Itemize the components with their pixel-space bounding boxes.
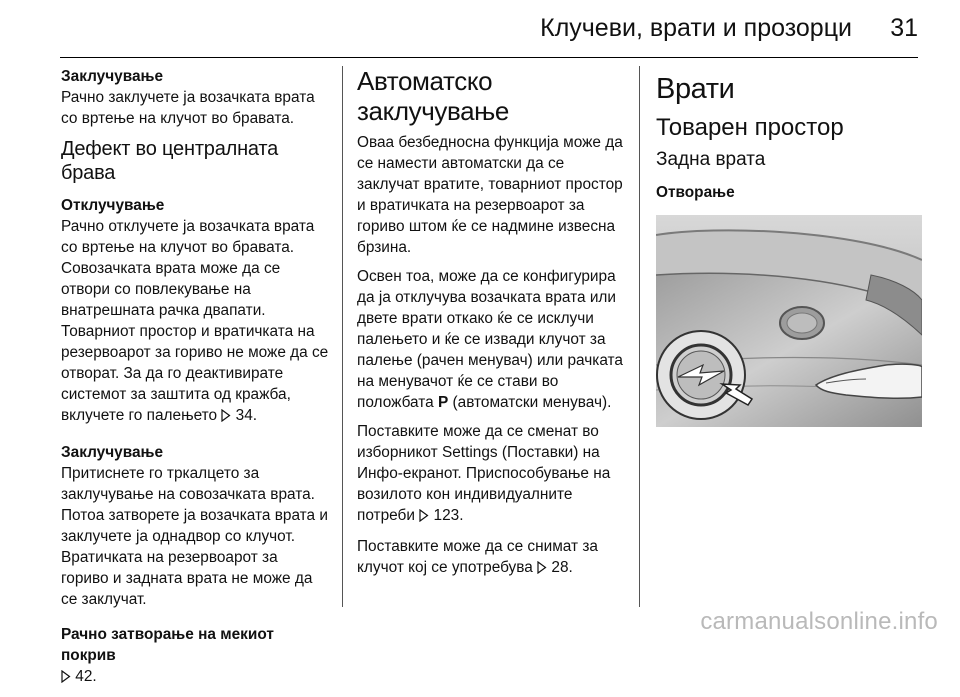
locking2-heading: Заклучување (61, 444, 164, 461)
doors-heading: Врати (656, 73, 735, 105)
manual-roof-page-ref[interactable]: 42. (75, 668, 97, 685)
locking-heading: Заклучување (61, 68, 164, 85)
manual-roof-heading: Рачно затворање на мекиот покрив (61, 626, 274, 664)
page-number: 31 (890, 14, 918, 42)
unlocking-page-ref[interactable]: 34. (235, 407, 258, 424)
column-1 (61, 66, 329, 697)
column-2 (357, 66, 629, 588)
header-rule (60, 57, 918, 58)
column-3 (656, 66, 922, 203)
unlocking-heading: Отклучување (61, 197, 165, 214)
auto-locking-heading: Автоматско заклучување (357, 66, 509, 126)
gear-position-p: P (437, 394, 449, 411)
chapter-title: Клучеви, врати и прозорци (540, 14, 852, 42)
key-page-ref[interactable]: 28. (551, 559, 573, 576)
auto-locking-p2a: Освен тоа, може да се конфигурира да ја отклучува возачката врата или двете врати откако ќе се исклучи палењето и ќе се извади клучот за палење (рачен менувач) или рачката на менувачот ќе се стави во положбата (357, 268, 623, 411)
locking2-text: Притиснете го тркалцето за заклучување на совозачката врата. Потоа затворете ја возачката врата и заклучете ја однадвор со клучот. Вратичката на резервоарот за гориво и задната врата не може да се заклучат. (61, 465, 328, 608)
page-reference-icon (537, 559, 547, 580)
auto-locking-p4: Поставките може да се снимат за клучот кој се употребува (357, 538, 598, 576)
settings-page-ref[interactable]: 123. (433, 507, 464, 524)
page-reference-icon (61, 668, 71, 689)
auto-locking-p1: Оваа безбедносна функција може да се намести автоматски да се заклучат вратите, товарниот простор и вратичката на резервоарот за гориво штом ќе се надмине извесна брзина. (357, 134, 623, 256)
column-divider-1 (342, 66, 343, 607)
opening-heading: Отворање (656, 184, 735, 201)
column-divider-2 (639, 66, 640, 607)
locking-text: Рачно заклучете ја возачката врата со вртење на клучот во бравата. (61, 89, 315, 127)
page-reference-icon (419, 507, 429, 528)
central-lock-defect-heading: Дефект во централната брава (61, 138, 279, 184)
auto-locking-p2b: (автоматски менувач). (452, 394, 612, 411)
page-reference-icon (221, 407, 231, 428)
tailgate-illustration (656, 215, 922, 427)
tailgate-heading: Задна врата (656, 149, 766, 170)
auto-locking-p3: Поставките може да се сменат во изборникот Settings (Поставки) на Инфо-екранот. Приспособување на возилото кон индивидуалните потреби (357, 423, 611, 524)
page-header (0, 0, 960, 62)
unlocking-text: Рачно отклучете ја возачката врата со вртење на клучот во бравата. Совозачката врата може да се отвори со повлекување на внатрешната рачка двапати. Товарниот простор и вратичката на резервоарот за гориво не може да се отворат. За да го деактивирате системот за заштита од кражба, вклучете го палењето (61, 218, 329, 424)
cargo-area-heading: Товарен простор (656, 114, 844, 141)
site-watermark: carmanualsonline.info (700, 608, 938, 635)
